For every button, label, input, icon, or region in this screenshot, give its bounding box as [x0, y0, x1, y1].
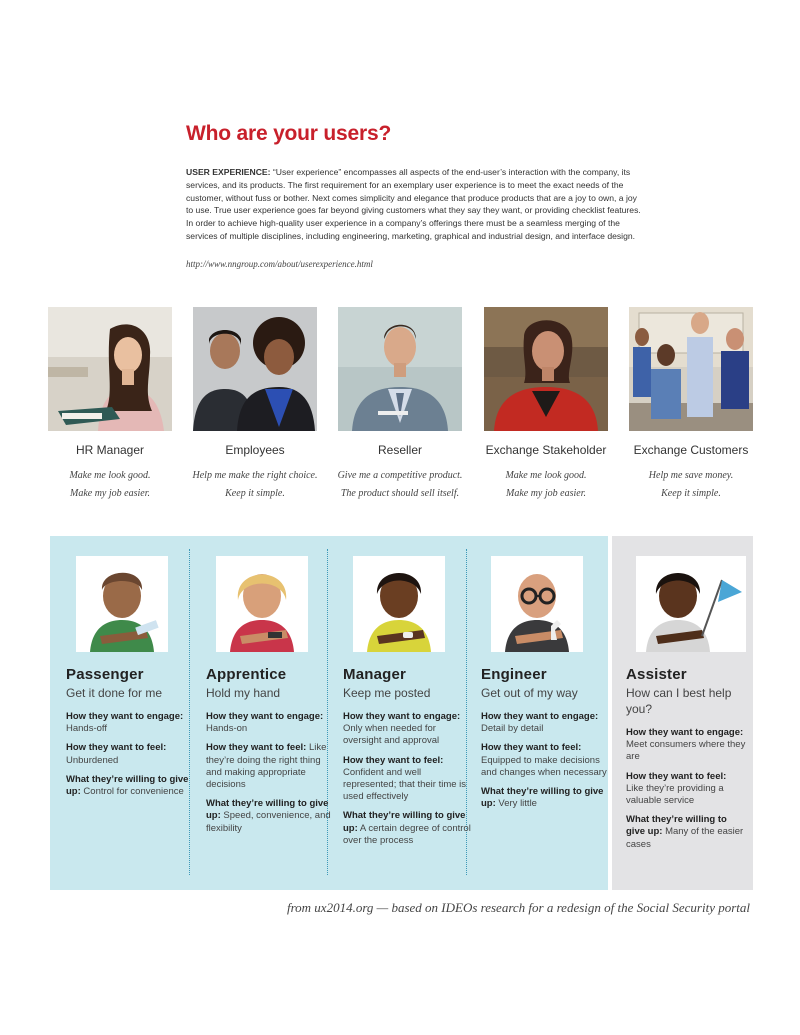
exchange-stakeholder-photo: [484, 307, 608, 431]
engage-label: How they want to engage:: [343, 711, 461, 722]
give-value: Very little: [498, 798, 537, 810]
archetype-name: Engineer: [481, 666, 547, 683]
manager-avatar: [353, 556, 445, 652]
persona-name: HR Manager: [75, 443, 145, 457]
persona-name: Reseller: [377, 443, 422, 457]
archetype-name: Passenger: [66, 666, 144, 683]
persona-card-exchange-stakeholder: [482, 307, 610, 503]
archetype-assister: [626, 556, 746, 851]
persona-quote-line: Help me make the right choice.: [192, 470, 318, 481]
give-value: Speed, convenience, and flexibility: [206, 810, 331, 834]
feel-value: Like they’re providing a valuable service: [626, 782, 724, 807]
engage-value: Meet consumers where they are: [626, 739, 746, 763]
exchange-customers-photo: [629, 307, 753, 431]
assister-avatar: [636, 556, 746, 652]
engage-value: Only when needed for oversight and approval: [343, 723, 440, 747]
employees-photo: [193, 307, 317, 431]
feel-value: Equipped to make decisions and changes when necessary: [481, 754, 607, 778]
archetype-name: Assister: [626, 666, 687, 683]
engineer-avatar: [491, 556, 583, 652]
feel-value: Confident and well represented; that their time is used effectively: [343, 766, 467, 803]
engage-block: [343, 711, 471, 748]
engage-block: [66, 711, 194, 735]
persona-quote-line: Help me save money.: [648, 470, 734, 481]
persona-quote-line: Make me look good.: [505, 470, 587, 481]
source-link[interactable]: http://www.nngroup.com/about/userexperience.html: [186, 259, 373, 269]
give-label: What they’re willing to give up:: [343, 810, 466, 834]
archetype-apprentice: [206, 556, 334, 835]
feel-label: How they want to feel:: [206, 742, 307, 754]
give-value: A certain degree of control over the process: [343, 822, 471, 846]
feel-label: How they want to feel:: [343, 754, 444, 766]
hr-manager-photo: [48, 307, 172, 431]
engage-label: How they want to engage:: [481, 711, 599, 722]
archetype-name: Apprentice: [206, 666, 287, 683]
archetype-passenger: [66, 556, 194, 798]
persona-card-hr-manager: [46, 307, 174, 503]
give-block: [626, 814, 746, 851]
archetype-engineer: [481, 556, 609, 810]
persona-quote-line: Keep it simple.: [225, 488, 285, 499]
give-label: What they’re willing to give up:: [626, 814, 727, 838]
persona-quote-line: Make my job easier.: [506, 488, 586, 499]
feel-value: Unburdened: [66, 754, 119, 766]
engage-label: How they want to engage:: [66, 711, 184, 722]
persona-name: Exchange Customers: [633, 443, 749, 457]
engage-label: How they want to engage:: [626, 727, 744, 738]
persona-quote: [627, 467, 755, 503]
persona-quote: [191, 467, 319, 503]
give-block: [481, 786, 609, 810]
archetype-manager: [343, 556, 471, 847]
feel-label: How they want to feel:: [626, 770, 727, 782]
engage-block: [206, 711, 334, 735]
persona-quote-line: Make me look good.: [69, 470, 151, 481]
engage-block: [481, 711, 609, 735]
feel-block: [343, 755, 471, 804]
attribution-caption: from ux2014.org — based on IDEOs research for a redesign of the Social Security portal: [286, 900, 750, 915]
archetype-tagline: Keep me posted: [343, 686, 431, 700]
persona-card-exchange-customers: [627, 307, 755, 503]
archetype-tagline: How can I best help you?: [626, 686, 732, 716]
page-title: Who are your users?: [186, 122, 392, 145]
give-label: What they’re willing to give up:: [206, 798, 329, 822]
persona-card-employees: [191, 307, 319, 503]
engage-value: Hands-on: [206, 723, 248, 735]
feel-block: [206, 742, 334, 791]
engage-label: How they want to engage:: [206, 711, 324, 722]
give-value: Control for convenience: [83, 786, 184, 798]
give-value: Many of the easier cases: [626, 826, 744, 850]
give-block: [206, 798, 334, 835]
engage-value: Hands-off: [66, 723, 108, 735]
persona-quote: [46, 467, 174, 503]
archetype-tagline: Get it done for me: [66, 686, 163, 700]
intro-label: USER EXPERIENCE:: [186, 167, 271, 177]
engage-block: [626, 727, 746, 764]
give-block: [343, 810, 471, 847]
give-label: What they’re willing to give up:: [481, 786, 604, 810]
feel-block: [626, 771, 746, 808]
archetype-tagline: Hold my hand: [206, 686, 281, 700]
persona-card-reseller: [336, 307, 464, 503]
intro-text: “User experience” encompasses all aspects of the end-user’s interaction with the company, its services, and its products. The first requirement for an exemplary user experience is to meet the exact needs of the customer, without fuss or bother. Next comes simplicity and elegance that produce products that are a joy to own, a joy to use. True user experience goes far beyond giving customers what they say they want, or providing checklist features. In order to achieve high-quality user experience in a company’s offerings there must be a seamless merging of the services of multiple disciplines, including engineering, marketing, graphical and industrial design, and interface design.: [186, 167, 641, 241]
intro-paragraph: [186, 166, 646, 243]
apprentice-avatar: [216, 556, 308, 652]
persona-name: Employees: [225, 443, 285, 457]
archetype-name: Manager: [343, 666, 407, 683]
persona-quote-line: The product should sell itself.: [340, 488, 460, 499]
persona-row: [46, 307, 756, 507]
persona-name: Exchange Stakeholder: [485, 443, 607, 457]
feel-block: [481, 742, 609, 779]
passenger-avatar: [76, 556, 168, 652]
persona-quote-line: Make my job easier.: [70, 488, 150, 499]
engage-value: Detail by detail: [481, 723, 544, 735]
feel-label: How they want to feel:: [481, 742, 582, 754]
feel-value: Like they’re doing the right thing and making appropriate decisions: [206, 742, 327, 791]
feel-block: [66, 742, 194, 766]
feel-label: How they want to feel:: [66, 742, 167, 754]
persona-quote-line: Give me a competitive product.: [337, 470, 463, 481]
archetype-tagline: Get out of my way: [481, 686, 578, 700]
give-label: What they’re willing to give up:: [66, 773, 189, 798]
reseller-photo: [338, 307, 462, 431]
persona-quote: [482, 467, 610, 503]
persona-quote: [336, 467, 464, 503]
give-block: [66, 774, 194, 798]
persona-quote-line: Keep it simple.: [661, 488, 721, 499]
